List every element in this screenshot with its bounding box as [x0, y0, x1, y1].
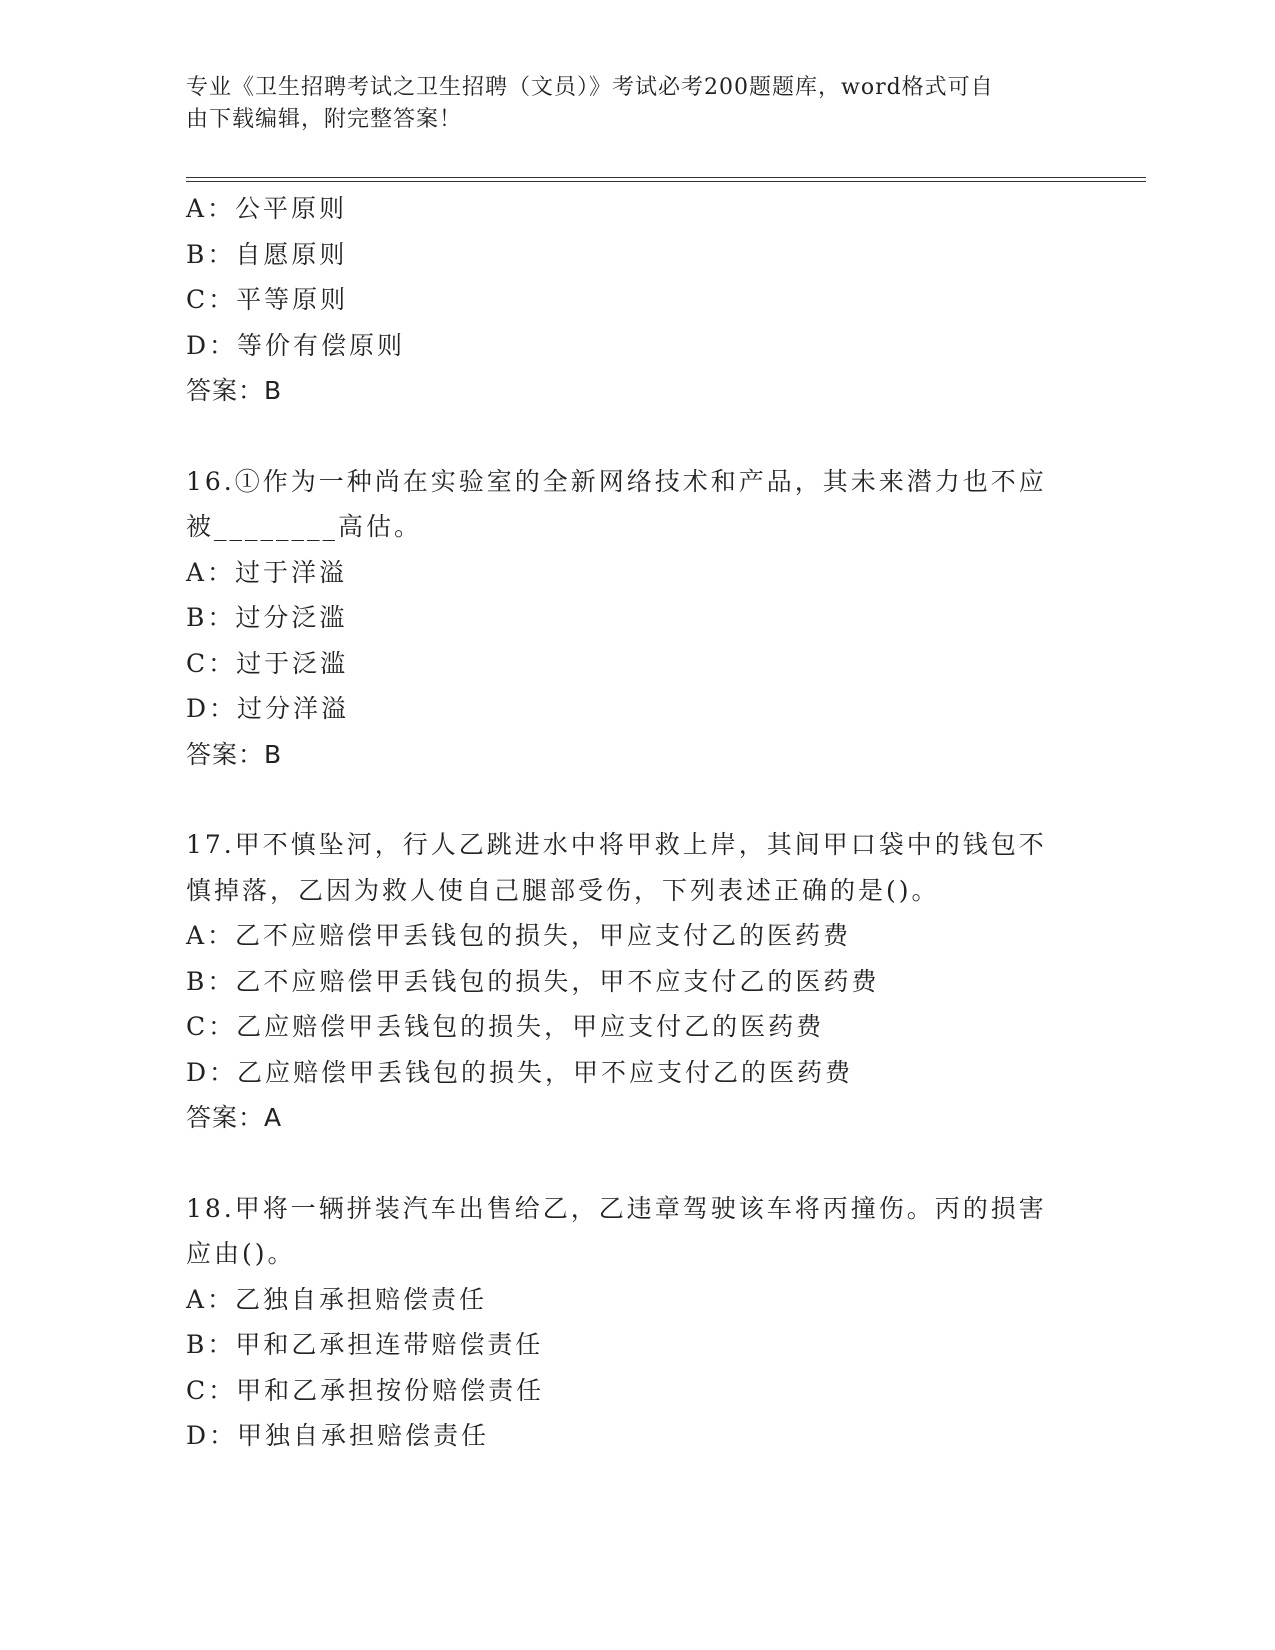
option-b: B：过分泛滥: [186, 603, 348, 632]
option-c: C：平等原则: [186, 285, 349, 314]
answer-line: 答案：A: [186, 1103, 283, 1132]
header-divider-top: [186, 177, 1146, 178]
option-a: A：乙独自承担赔偿责任: [186, 1284, 488, 1314]
option-c: C：过于泛滥: [186, 648, 349, 678]
option-d: D：甲独自承担赔偿责任: [186, 1421, 490, 1450]
option-a: A：过于洋溢: [186, 557, 348, 587]
question-17-block: [186, 822, 1086, 1141]
question-18-block: [186, 1186, 1086, 1459]
answer-line: 答案：B: [186, 739, 283, 769]
header-line-2: 由下载编辑，附完整答案！: [186, 107, 463, 132]
option-d: D：过分洋溢: [186, 694, 350, 723]
spacer: [186, 414, 1086, 459]
spacer: [186, 777, 1086, 822]
answer-line: 答案：B: [186, 376, 283, 405]
option-a: A：乙不应赔偿甲丢钱包的损失，甲应支付乙的医药费: [186, 921, 852, 950]
question-stem-line-1: 18.甲将一辆拼装汽车出售给乙，乙违章驾驶该车将丙撞伤。丙的损害: [186, 1193, 1047, 1223]
question-list: [186, 186, 1086, 1459]
option-b: B：甲和乙承担连带赔偿责任: [186, 1330, 544, 1359]
question-stem-line-1: 17.甲不慎坠河，行人乙跳进水中将甲救上岸，其间甲口袋中的钱包不: [186, 830, 1047, 859]
question-stem-line-2: 被________高估。: [186, 512, 423, 541]
question-stem-line-1: 16.①作为一种尚在实验室的全新网络技术和产品，其未来潜力也不应: [186, 466, 1047, 496]
option-d: D：乙应赔偿甲丢钱包的损失，甲不应支付乙的医药费: [186, 1057, 854, 1087]
question-16-block: [186, 459, 1086, 778]
option-b: B：自愿原则: [186, 239, 348, 269]
option-c: C：乙应赔偿甲丢钱包的损失，甲应支付乙的医药费: [186, 1012, 825, 1041]
header-divider-bottom: [186, 181, 1146, 182]
option-d: D：等价有偿原则: [186, 330, 406, 360]
spacer: [186, 1141, 1086, 1186]
option-b: B：乙不应赔偿甲丢钱包的损失，甲不应支付乙的医药费: [186, 966, 880, 996]
option-a: A：公平原则: [186, 194, 348, 223]
header-line-1: 专业《卫生招聘考试之卫生招聘（文员）》考试必考200题题库，word格式可自: [186, 75, 994, 100]
question-stem-line-2: 慎掉落，乙因为救人使自己腿部受伤，下列表述正确的是()。: [186, 875, 940, 905]
document-header: [186, 72, 1066, 136]
question-stem-line-2: 应由()。: [186, 1239, 296, 1268]
option-c: C：甲和乙承担按份赔偿责任: [186, 1375, 545, 1405]
question-15-block: [186, 186, 1086, 414]
